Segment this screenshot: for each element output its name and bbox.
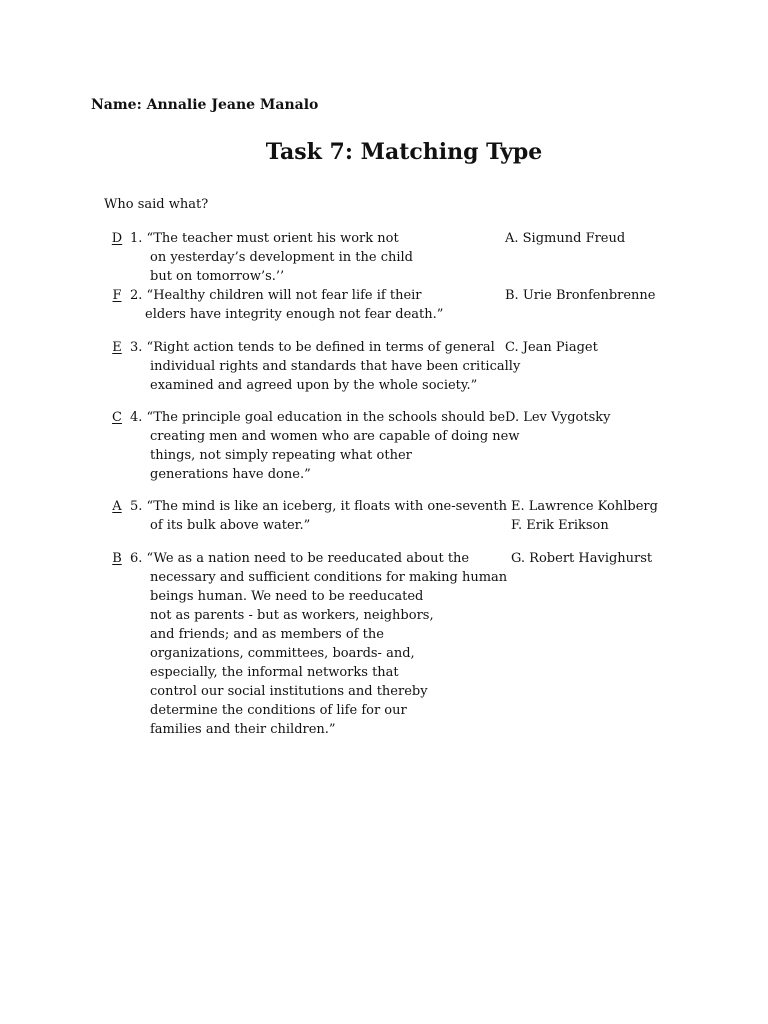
option-a: A. Sigmund Freud [505,231,626,246]
question-number-1: 1. [130,231,143,246]
question-text: on yesterday’s development in the child [150,250,414,265]
question-3-line-1 [104,338,495,357]
answer-blank-6: B [112,551,122,566]
question-text: “The mind is like an iceberg, it floats with one-seventh [146,499,508,514]
question-2-line-1 [104,286,422,305]
question-text: generations have done.” [150,467,311,482]
answer-blank-4: C [112,410,122,425]
option-b: B. Urie Bronfenbrenne [505,288,656,303]
question-text: things, not simply repeating what other [150,448,412,463]
question-text: necessary and sufficient conditions for making human [150,570,508,585]
question-text: beings human. We need to be reeducated [150,589,424,604]
question-number-5: 5. [130,499,143,514]
question-text: determine the conditions of life for our [150,703,407,718]
option-e: E. Lawrence Kohlberg [511,499,658,514]
question-6-line-1 [104,549,469,568]
page-title: Task 7: Matching Type [265,139,543,165]
question-text: control our social institutions and thereby [150,684,428,699]
question-text: organizations, committees, boards- and, [150,646,415,661]
question-text: creating men and women who are capable of doing new [150,429,520,444]
question-1-line-1 [104,229,399,248]
question-number-4: 4. [130,410,143,425]
instruction: Who said what? [104,197,209,212]
question-text: “The principle goal education in the schools should be [146,410,506,425]
answer-blank-3: E [112,340,122,355]
answer-blank-2: F [112,288,122,303]
question-text: “The teacher must orient his work not [146,231,399,246]
question-text: “Healthy children will not fear life if their [146,288,422,303]
option-g: G. Robert Havighurst [511,551,653,566]
question-4-line-1 [104,408,505,427]
question-text: of its bulk above water.” [150,518,311,533]
question-text: and friends; and as members of the [150,627,384,642]
question-text: but on tomorrow’s.’’ [150,269,285,284]
question-text: “We as a nation need to be reeducated about the [146,551,470,566]
option-d: D. Lev Vygotsky [505,410,611,425]
question-number-3: 3. [130,340,143,355]
answer-blank-1: D [111,231,123,246]
question-text: individual rights and standards that have been critically [150,359,521,374]
question-text: elders have integrity enough not fear death.” [145,307,444,322]
question-text: families and their children.” [150,722,336,737]
option-f: F. Erik Erikson [511,518,609,533]
question-text: not as parents - but as workers, neighbors, [150,608,434,623]
question-text: “Right action tends to be defined in terms of general [146,340,495,355]
option-c: C. Jean Piaget [505,340,598,355]
question-number-2: 2. [130,288,143,303]
answer-blank-5: A [112,499,122,514]
question-number-6: 6. [130,551,143,566]
question-5-line-1 [104,497,507,516]
question-text: examined and agreed upon by the whole society.” [150,378,478,393]
question-text: especially, the informal networks that [150,665,399,680]
student-name: Name: Annalie Jeane Manalo [91,97,319,113]
